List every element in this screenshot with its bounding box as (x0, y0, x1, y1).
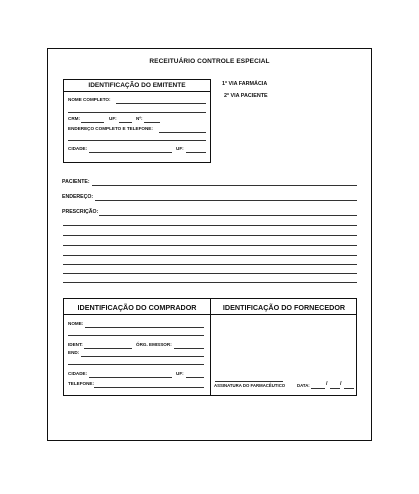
prescription-form (47, 48, 372, 441)
prescription-line[interactable] (63, 264, 357, 265)
prescription-field[interactable] (99, 215, 357, 216)
date-year-field[interactable] (344, 388, 354, 389)
buyer-issuer-field[interactable] (174, 348, 204, 349)
supplier-header: IDENTIFICAÇÃO DO FORNECEDOR (222, 303, 346, 312)
buyer-city-field[interactable] (89, 377, 172, 378)
emitter-address-field[interactable] (159, 132, 206, 133)
emitter-uf-label: UF: (109, 116, 117, 121)
date-month-field[interactable] (330, 388, 340, 389)
emitter-uf-field[interactable] (119, 122, 132, 123)
patient-field[interactable] (92, 185, 357, 186)
emitter-city-label: CIDADE: (68, 146, 88, 151)
prescription-label: PRESCRIÇÃO: (62, 209, 99, 215)
emitter-address-label: ENDEREÇO COMPLETO E TELEFONE: (68, 126, 153, 131)
buyer-supplier-box (63, 298, 357, 396)
emitter-name-field-2[interactable] (68, 112, 206, 113)
prescription-line[interactable] (63, 225, 357, 226)
signature-label: ASSINATURA DO FARMACÊUTICO (214, 383, 286, 388)
prescription-line[interactable] (63, 282, 357, 283)
prescription-line[interactable] (63, 273, 357, 274)
address-label: ENDEREÇO: (62, 194, 94, 200)
emitter-name-label: NOME COMPLETO: (68, 97, 111, 102)
buyer-uf-field[interactable] (186, 377, 204, 378)
emitter-crm-field[interactable] (81, 122, 104, 123)
emitter-address-field-2[interactable] (68, 140, 206, 141)
patient-label: PACIENTE: (62, 179, 90, 185)
prescription-line[interactable] (63, 235, 357, 236)
date-label: DATA: (297, 383, 310, 388)
emitter-number-label: Nº: (136, 116, 143, 121)
emitter-box (63, 79, 211, 163)
emitter-uf2-label: UF: (176, 146, 184, 151)
buyer-ident-label: IDENT: (68, 342, 83, 347)
copy-patient: 2ª VIA PACIENTE (224, 93, 268, 99)
buyer-header: IDENTIFICAÇÃO DO COMPRADOR (77, 303, 197, 312)
date-separator: / (340, 381, 342, 387)
emitter-city-field[interactable] (89, 152, 172, 153)
address-field[interactable] (95, 200, 357, 201)
copy-pharmacy: 1ª VIA FARMÁCIA (222, 81, 268, 87)
buyer-ident-field[interactable] (84, 348, 132, 349)
date-separator: / (326, 381, 328, 387)
buyer-uf-label: UF: (176, 371, 184, 376)
date-day-field[interactable] (311, 388, 325, 389)
column-divider (210, 299, 211, 395)
prescription-line[interactable] (63, 245, 357, 246)
emitter-header: IDENTIFICAÇÃO DO EMITENTE (64, 80, 210, 92)
emitter-uf2-field[interactable] (186, 152, 206, 153)
emitter-name-field[interactable] (116, 103, 206, 104)
buyer-phone-field[interactable] (94, 387, 204, 388)
buyer-phone-label: TELEFONE: (68, 381, 95, 386)
buyer-address-label: END: (68, 350, 80, 355)
emitter-crm-label: CRM: (68, 116, 80, 121)
form-title: RECEITUÁRIO CONTROLE ESPECIAL (149, 58, 270, 65)
buyer-issuer-label: ÓRG. EMISSOR: (136, 342, 172, 347)
buyer-name-field[interactable] (85, 327, 204, 328)
buyer-address-field[interactable] (81, 356, 204, 357)
prescription-line[interactable] (63, 255, 357, 256)
buyer-name-field-2[interactable] (68, 335, 204, 336)
buyer-city-label: CIDADE: (68, 371, 88, 376)
buyer-name-label: NOME: (68, 321, 84, 326)
signature-line[interactable] (215, 381, 283, 382)
emitter-number-field[interactable] (144, 122, 160, 123)
buyer-address-field-2[interactable] (68, 364, 204, 365)
